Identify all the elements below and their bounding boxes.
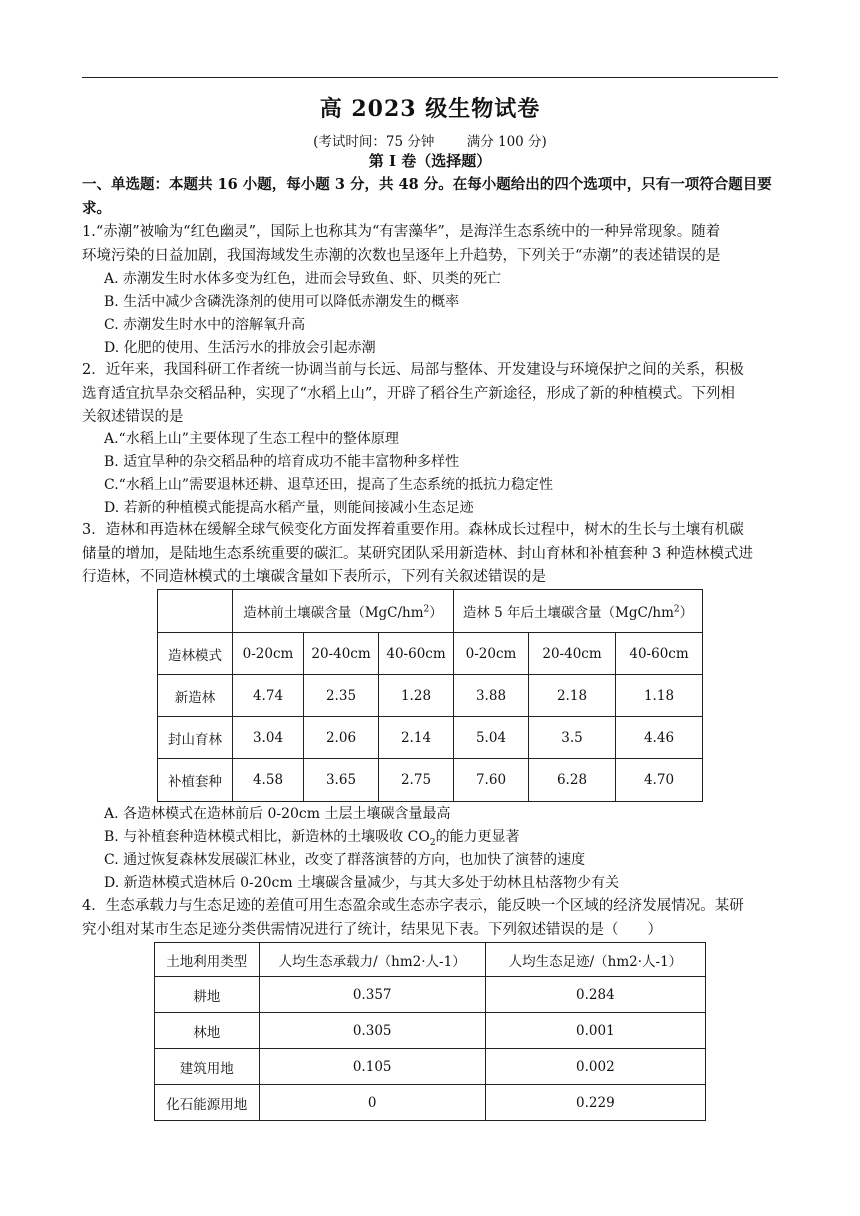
exam-time: (考试时间：75 分钟 [313,134,435,150]
question-1-stem: 1.“赤潮”被喻为“红色幽灵”，国际上也称其为“有害藻华”，是海洋生态系统中的一种异常现象。随着 环境污染的日益加剧，我国海域发生赤潮的次数也呈逐年上升趋势，下列关于“赤潮”的表述错误的是 [82,224,721,264]
question-2-option-a: A.“水稻上山”主要体现了生态工程中的整体原理 [104,431,399,447]
footprint-value: 0.002 [485,1049,705,1085]
land-type: 林地 [155,1013,260,1049]
soil-carbon-table [157,589,703,802]
exam-info [0,130,860,150]
exam-title: 高 2023 级生物试卷 [319,96,541,122]
question-3-stem: 3．造林和再造林在缓解全球气候变化方面发挥着重要作用。森林成长过程中，树木的生长与土壤有机碳 储量的增加，是陆地生态系统重要的碳汇。某研究团队采用新造林、封山育林和补植套种 3 种造林模式进 行造林，不同造林模式的土壤碳含量如下表所示，下列有关叙述错误的是 [82,522,753,585]
capacity-value: 0.105 [259,1049,485,1085]
header-rule [82,77,778,78]
carbon-value: 5.04 [454,717,529,759]
carbon-value: 2.06 [304,717,379,759]
carbon-value: 4.58 [233,759,304,802]
carbon-value: 7.60 [454,759,529,802]
carbon-value: 1.28 [379,675,454,717]
question-3-option-d: D. 新造林模式造林后 0-20cm 土壤碳含量减少，与其大多处于幼林且枯落物少有关 [104,875,620,891]
full-score: 满分 100 分) [466,134,547,150]
carbon-value: 2.18 [529,675,616,717]
table-row [155,1085,706,1121]
question-4-stem: 4．生态承载力与生态足迹的差值可用生态盈余或生态赤字表示，能反映一个区域的经济发展情况。某研 究小组对某市生态足迹分类供需情况进行了统计，结果见下表。下列叙述错误的是（ ） [82,898,744,938]
mode-name: 封山育林 [158,717,233,759]
question-2-option-c: C.“水稻上山”需要退林还耕、退草还田，提高了生态系统的抵抗力稳定性 [104,477,553,493]
carbon-value: 1.18 [616,675,703,717]
carbon-value: 6.28 [529,759,616,802]
land-type: 建筑用地 [155,1049,260,1085]
carbon-value: 4.74 [233,675,304,717]
carbon-value: 3.65 [304,759,379,802]
depth-header: 0-20cm [233,633,304,675]
depth-header: 20-40cm [529,633,616,675]
question-1-option-b: B. 生活中减少含磷洗涤剂的使用可以降低赤潮发生的概率 [104,294,460,310]
mode-name: 新造林 [158,675,233,717]
column-header: 人均生态承载力/（hm2·人-1） [259,943,485,977]
table-row [155,1013,706,1049]
table-row [155,977,706,1013]
question-3-option-c: C. 通过恢复森林发展碳汇林业，改变了群落演替的方向，也加快了演替的速度 [104,852,586,868]
part-title: 第 I 卷（选择题） [368,152,492,170]
footprint-value: 0.284 [485,977,705,1013]
header-after-afforestation: 造林 5 年后土壤碳含量$(MgC/hm^2)$ [454,590,703,633]
ecological-footprint-table [154,942,706,1121]
depth-header: 0-20cm [454,633,529,675]
table-row [158,717,703,759]
table-row [158,675,703,717]
footprint-value: 0.001 [485,1013,705,1049]
question-1-option-c: C. 赤潮发生时水中的溶解氧升高 [104,317,306,333]
carbon-value: 3.04 [233,717,304,759]
header-before-afforestation: 造林前土壤碳含量$(MgC/hm^2)$ [233,590,454,633]
capacity-value: 0.305 [259,1013,485,1049]
table-row [158,759,703,802]
column-header: 土地利用类型 [155,943,260,977]
depth-header: 40-60cm [379,633,454,675]
mode-name: 补植套种 [158,759,233,802]
depth-header: 20-40cm [304,633,379,675]
table-row [155,1049,706,1085]
question-2-option-b: B. 适宜旱种的杂交稻品种的培育成功不能丰富物种多样性 [104,454,460,470]
question-3-option-b: B. 与补植套种造林模式相比，新造林的土壤吸收 $CO_2$的能力更显著 [104,829,520,848]
carbon-value: 2.14 [379,717,454,759]
row-label-mode: 造林模式 [158,633,233,675]
depth-header: 40-60cm [616,633,703,675]
footprint-value: 0.229 [485,1085,705,1121]
table-corner-cell [158,590,233,633]
carbon-value: 3.88 [454,675,529,717]
question-2-option-d: D. 若新的种植模式能提高水稻产量，则能间接减小生态足迹 [104,500,474,516]
carbon-value: 4.70 [616,759,703,802]
land-type: 耕地 [155,977,260,1013]
question-3-option-a: A. 各造林模式在造林前后 0-20cm 土层土壤碳含量最高 [104,806,451,822]
land-type: 化石能源用地 [155,1085,260,1121]
column-header: 人均生态足迹/（hm2·人-1） [485,943,705,977]
question-1-option-d: D. 化肥的使用、生活污水的排放会引起赤潮 [104,340,376,356]
question-2-stem: 2．近年来，我国科研工作者统一协调当前与长远、局部与整体、开发建设与环境保护之间的关系，积极 选育适宜抗旱杂交稻品种，实现了“水稻上山”，开辟了稻谷生产新途径，形成了新的种植模式。下列相 关叙述错误的是 [82,362,744,425]
capacity-value: 0.357 [259,977,485,1013]
carbon-value: 4.46 [616,717,703,759]
carbon-value: 3.5 [529,717,616,759]
carbon-value: 2.35 [304,675,379,717]
question-1-option-a: A. 赤潮发生时水体多变为红色，进而会导致鱼、虾、贝类的死亡 [104,271,502,287]
section-instructions: 一、单选题：本题共 16 小题，每小题 3 分，共 48 分。在每小题给出的四个选项中，只有一项符合题目要 求。 [82,176,772,217]
capacity-value: 0 [259,1085,485,1121]
carbon-value: 2.75 [379,759,454,802]
